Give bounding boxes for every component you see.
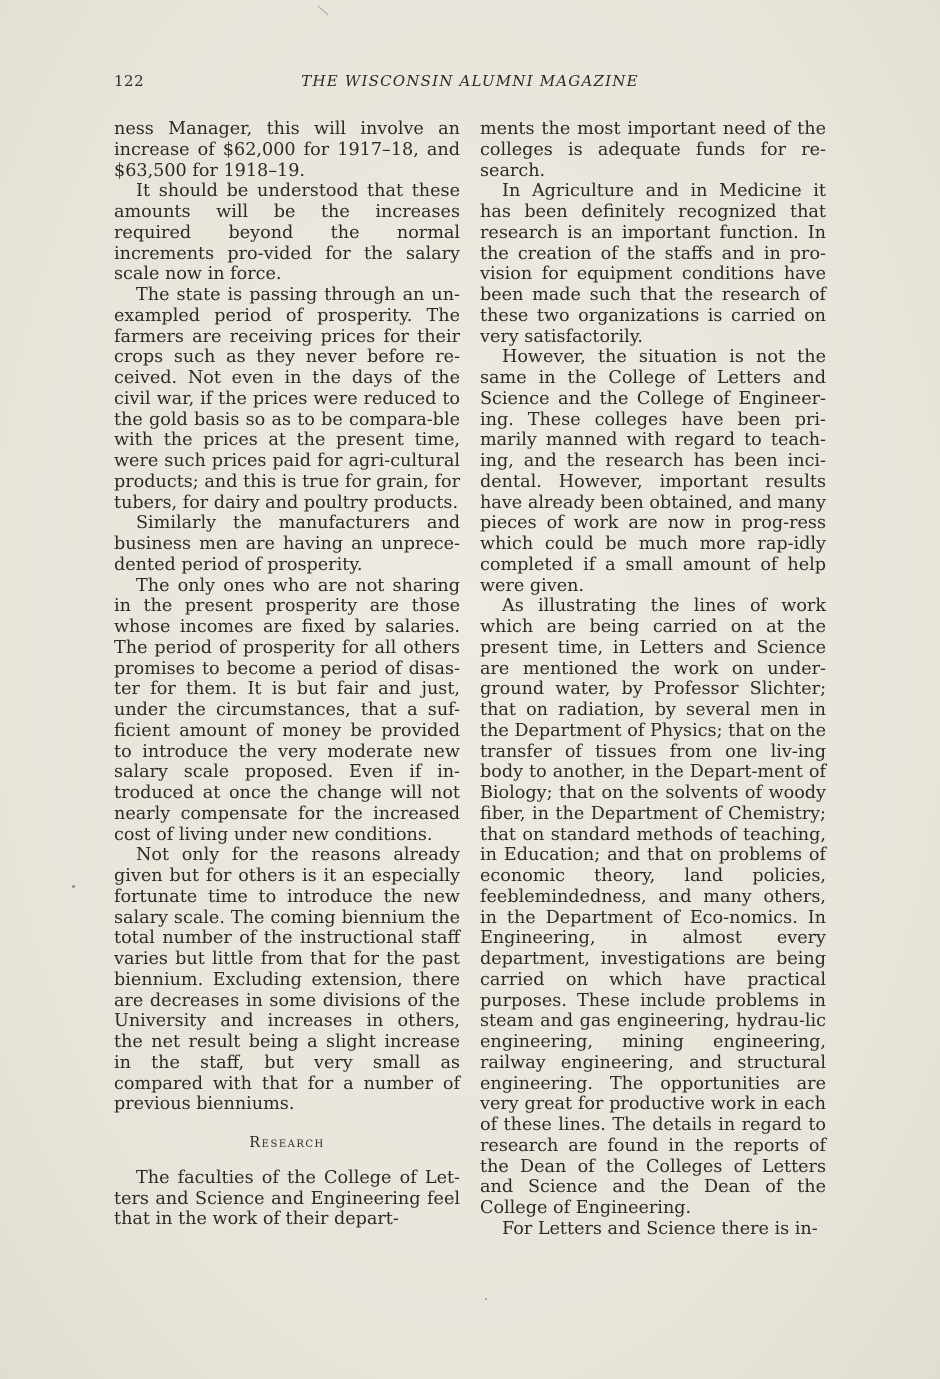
paper-speck xyxy=(485,1298,487,1300)
page-header xyxy=(114,72,826,96)
paragraph: The state is passing through an un-exampled period of prosperity. The farmers are receiving prices for their crops such as they never before re-ceived. Not even in the days of the civil war, if the prices were reduced to the gold basis so as to be compara-ble with the prices at the present time, were such prices paid for agri-cultural products; and this is true for grain, for tubers, for dairy and poultry products. xyxy=(114,285,460,513)
paragraph: As illustrating the lines of work which are being carried on at the present time, in Letters and Science are mentioned the work on under-ground water, by Professor Slichter; that on radiation, by several men in the Department of Physics; that on the transfer of tissues from one liv-ing body to another, in the Depart-ment of Biology; that on the solvents of woody fiber, in the Department of Chemistry; that on standard methods of teaching, in Education; and that on problems of economic theory, land policies, feeblemindedness, and many others, in the Department of Eco-nomics. In Engineering, in almost every department, investigations are being carried on which have practical purposes. These include problems in steam and gas engineering, hydrau-lic engineering, mining engineering, railway engineering, and structural engineering. The opportunities are very great for productive work in each of these lines. The details in regard to research are found in the reports of the Dean of the Colleges of Letters and Science and the Dean of the College of Engineering. xyxy=(480,596,826,1218)
paragraph: In Agriculture and in Medicine it has been definitely recognized that research is an important function. In the creation of the staffs and in pro-vision for equipment conditions have been made such that the research of these two organizations is carried on very satisfactorily. xyxy=(480,181,826,347)
paragraph: It should be understood that these amounts will be the increases required beyond the normal increments pro-vided for the salary scale now in force. xyxy=(114,181,460,285)
page-number: 122 xyxy=(114,72,145,90)
paragraph: Similarly the manufacturers and business men are having an unprece-dented period of prosperity. xyxy=(114,513,460,575)
paragraph: However, the situation is not the same in the College of Letters and Science and the College of Engineer-ing. These colleges have been pri-marily manned with regard to teach-ing, and the research has been inci-dental. However, important results have already been obtained, and many pieces of work are now in prog-ress which could be much more rap-idly completed if a small amount of help were given. xyxy=(480,347,826,596)
paragraph: Not only for the reasons already given but for others is it an especially fortunate time to introduce the new salary scale. The coming biennium the total number of the instructional staff varies but little from that for the past biennium. Excluding extension, there are decreases in some divisions of the University and increases in others, the net result being a slight increase in the staff, but very small as compared with that for a number of previous bienniums. xyxy=(114,845,460,1115)
paper-speck xyxy=(317,5,328,15)
paragraph: ness Manager, this will involve an increase of $62,000 for 1917–18, and $63,500 for 1918–19. xyxy=(114,119,460,181)
paragraph: The only ones who are not sharing in the present prosperity are those whose incomes are fixed by salaries. The period of prosperity for all others promises to become a period of disas-ter for them. It is but fair and just, under the circumstances, that a suf-ficient amount of money be provided to introduce the very moderate new salary scale proposed. Even if in-troduced at once the change will not nearly compensate for the increased cost of living under new conditions. xyxy=(114,575,460,845)
section-heading: Research xyxy=(249,1135,325,1151)
paragraph: The faculties of the College of Let-ters and Science and Engineering feel that in the work of their depart- xyxy=(114,1167,460,1230)
paragraph: ments the most important need of the colleges is adequate funds for re-search. xyxy=(480,119,826,181)
paper-speck xyxy=(72,885,75,888)
running-title: THE WISCONSIN ALUMNI MAGAZINE xyxy=(301,72,639,90)
left-column xyxy=(114,119,460,1230)
right-column xyxy=(480,119,826,1240)
paragraph: For Letters and Science there is in- xyxy=(502,1218,818,1239)
